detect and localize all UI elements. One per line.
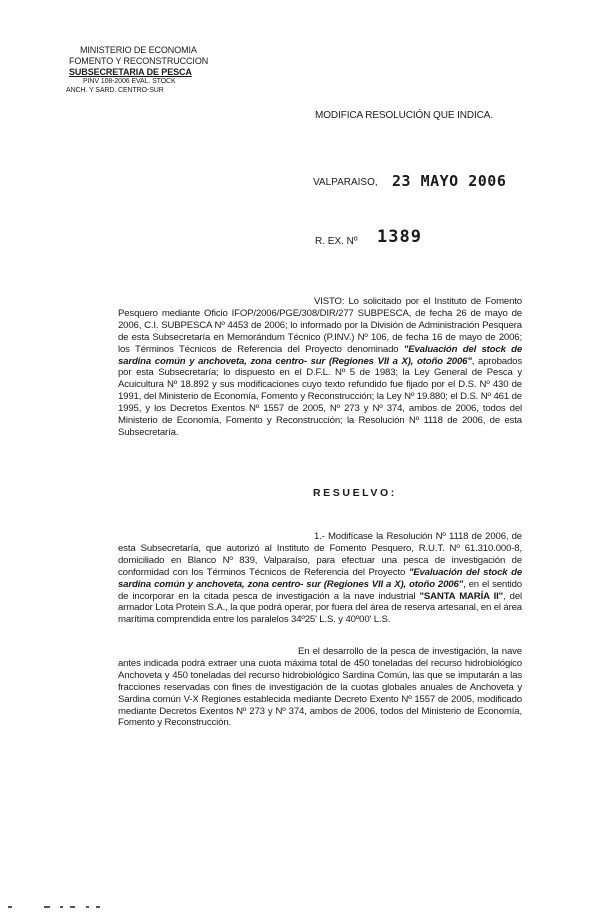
article-1-vessel-name: "SANTA MARÍA II" — [419, 590, 504, 602]
article-2-text: En el desarrollo de la pesca de investigación, la nave antes indicada podrá extraer una cuota máxima total de 450 toneladas del recurso hidrobiológico Anchoveta y 450 toneladas del recurso hidrobiológico Sardina Común, las que se imputarán a las fracciones reservadas con fines de investigación de la cuotas globales anuales de Anchoveta y Sardina común V-X Regiones establecida mediante Decreto Exento Nº 1557 de 2005, modificado mediante Decretos Exentos Nº 273 y Nº 374, ambos de 2006, todos del Ministerio de Economía, Fomento y Reconstrucción. — [118, 646, 522, 729]
article-1-project-title: "Evaluación del stock de sardina común y anchoveta, zona centro- sur (Regiones VII a X), otoño 2006" — [118, 566, 522, 590]
article-1-paragraph — [118, 531, 522, 626]
letterhead-reference-1: PINV 108-2006 EVAL. STOCK — [83, 78, 176, 85]
letterhead-ministry: MINISTERIO DE ECONOMIA — [80, 45, 197, 55]
article-1-text-1: 1.- Modifícase la Resolución Nº 1118 de 2006, de esta Subsecretaría, que autorizó al Instituto de Fomento Pesquero, R.U.T. Nº 61.310.000-8, domiciliado en Blanco Nº 839, Valparaíso, para efectuar una pesca de investigación de conformidad con los Términos Técnicos de Referencia del Proyecto — [118, 531, 522, 578]
article-2-paragraph — [118, 646, 522, 729]
letterhead-ministry-2: FOMENTO Y RECONSTRUCCION — [69, 56, 209, 66]
place-label: VALPARAISO, — [313, 177, 378, 188]
visto-project-title: "Evaluación del stock de sardina común y anchoveta, zona centro- sur (Regiones VII a X), otoño 2006" — [118, 343, 523, 367]
visto-paragraph — [118, 296, 522, 439]
resuelvo-heading: RESUELVO: — [313, 487, 397, 499]
visto-lead: VISTO: — [314, 296, 345, 307]
article-1-text-2: , en el sentido de incorporar en la citada pesca de investigación a la nave industrial — [118, 578, 522, 602]
resolution-label: R. EX. Nº — [315, 236, 358, 247]
scan-edge-artifacts — [0, 906, 600, 912]
date-stamp: 23 MAYO 2006 — [392, 172, 507, 190]
document-subject: MODIFICA RESOLUCIÓN QUE INDICA. — [315, 110, 494, 121]
letterhead-reference-2: ANCH. Y SARD. CENTRO-SUR — [66, 87, 164, 94]
article-1-text-3: , del armador Lota Protein S.A., la que podrá operar, por fuera del área de reserva artesanal, en el área marítima comprendida entre los paralelos 34º25' L.S. y 40º00' L.S. — [118, 590, 522, 626]
letterhead-subsecretaria: SUBSECRETARIA DE PESCA — [69, 67, 192, 77]
visto-text-2: , aprobados por esta Subsecretaría; lo dispuesto en el D.F.L. Nº 5 de 1983; la Ley General de Pesca y Acuicultura Nº 18.892 y sus modificaciones cuyo texto refundido fue fijado por el D.S. Nº 430 de 1991, del Ministerio de Economía, Fomento y Reconstrucción; la Ley Nº 19.880; el D.S. Nº 461 de 1995, y los Decretos Exentos Nº 1557 de 2005, Nº 273 y Nº 374, ambos de 2006, todos del Ministerio de Economía, Fomento y Reconstrucción; la Resolución Nº 1118 de 2006, de esta Subsecretaría. — [118, 355, 522, 438]
resolution-number-stamp: 1389 — [377, 227, 422, 247]
visto-text-1: Lo solicitado por el Instituto de Fomento Pesquero mediante Oficio IFOP/2006/PGE/308/DIR/277 SUBPESCA, de fecha 26 de mayo de 2006, C.I. SUBPESCA Nº 4453 de 2006; lo informado por la División de Administración Pesquera de esta Subsecretaría en Memorándum Técnico (P.INV.) Nº 106, de fecha 16 de mayo de 2006; los Términos Técnicos de Referencia del Proyecto denominado — [118, 296, 522, 355]
